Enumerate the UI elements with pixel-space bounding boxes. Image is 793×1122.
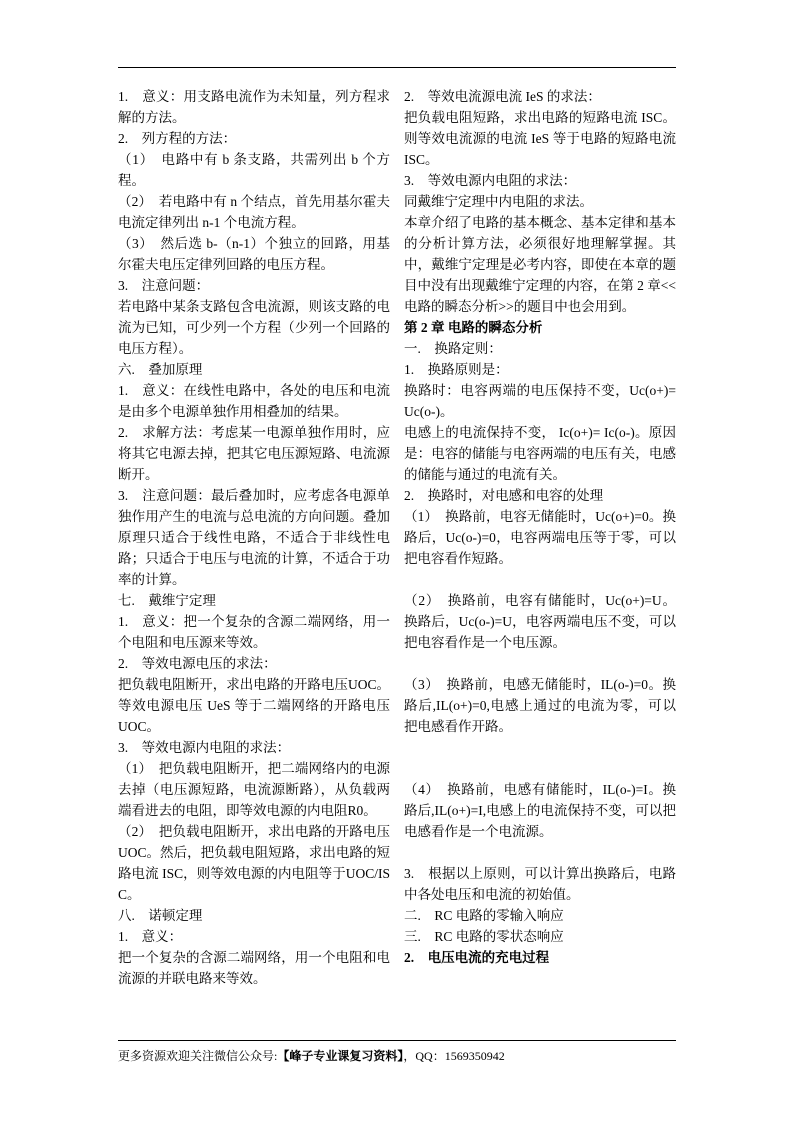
footer-rule (118, 1040, 676, 1041)
paragraph: 换路时：电容两端的电压保持不变，Uc(o+)=Uc(o-)。 (404, 383, 676, 419)
paragraph: 1. 意义： (118, 929, 183, 944)
section-heading-norton: 八. 诺顿定理 (118, 908, 203, 923)
paragraph: 2. 求解方法：考虑某一电源单独作用时，应将其它电源去掉，把其它电压源短路、电流源断开。 (118, 425, 390, 482)
paragraph: （1） 电路中有 b 条支路，共需列出 b 个方程。 (118, 152, 390, 188)
paragraph: （1） 换路前，电容无储能时，Uc(o+)=0。换路后，Uc(o-)=0，电容两端电压等于零，可以把电容看作短路。 (404, 509, 676, 566)
right-column (404, 86, 676, 989)
section-heading-switching-rule: 一. 换路定则： (404, 341, 502, 356)
paragraph: 1. 意义：用支路电流作为未知量，列方程求解的方法。 (118, 89, 390, 125)
paragraph: （2） 换路前，电容有储能时，Uc(o+)=U。换路后，Uc(o-)=U，电容两端电压不变，可以把电容看作是一个电压源。 (404, 593, 676, 650)
paragraph: 3. 等效电源内电阻的求法： (118, 740, 291, 755)
paragraph: 2. 换路时，对电感和电容的处理 (404, 488, 604, 503)
paragraph: 2. 等效电流源电流 IeS 的求法： (404, 89, 601, 104)
paragraph: （1） 把负载电阻断开，把二端网络内的电源去掉（电压源短路，电流源断路），从负载两端看进去的电阻，即等效电源的内电阻R0。 (118, 761, 390, 818)
left-column (118, 86, 390, 989)
section-heading-rc-zero-input: 二. RC 电路的零输入响应 (404, 908, 564, 923)
paragraph: 3. 等效电源内电阻的求法： (404, 173, 577, 188)
paragraph: 1. 换路原则是： (404, 362, 509, 377)
paragraph: 1. 意义：在线性电路中，各处的电压和电流是由多个电源单独作用相叠加的结果。 (118, 383, 390, 419)
footer-qq: ，QQ：1569350942 (403, 1049, 505, 1063)
paragraph: 1. 意义：把一个复杂的含源二端网络，用一个电阻和电压源来等效。 (118, 614, 390, 650)
paragraph: 2. 列方程的方法： (118, 131, 237, 146)
footer (118, 1047, 676, 1065)
paragraph: 电感上的电流保持不变， Ic(o+)= Ic(o-)。原因是：电容的储能与电容两端的电压有关，电感的储能与通过的电流有关。 (404, 425, 676, 482)
paragraph: 2. 电压电流的充电过程 (404, 950, 550, 965)
paragraph: 3. 注意问题：最后叠加时，应考虑各电源单独作用产生的电流与总电流的方向问题。叠加原理只适合于线性电路，不适合于非线性电路；只适合于电压与电流的计算，不适合于功率的计算。 (118, 488, 390, 587)
paragraph: （3） 然后选 b-（n-1）个独立的回路，用基尔霍夫电压定律列回路的电压方程。 (118, 236, 390, 272)
paragraph: 3. 根据以上原则，可以计算出换路后，电路中各处电压和电流的初始值。 (404, 866, 676, 902)
section-heading-superposition: 六. 叠加原理 (118, 362, 203, 377)
paragraph: （3） 换路前，电感无储能时，IL(o-)=0。换路后,IL(o+)=0,电感上通过的电流为零，可以把电感看作开路。 (404, 677, 676, 734)
paragraph: 若电路中某条支路包含电流源，则该支路的电流为已知，可少列一个方程（少列一个回路的电压方程）。 (118, 299, 390, 356)
chapter-2-heading: 第 2 章 电路的瞬态分析 (404, 320, 543, 335)
footer-brand: 【峰子专业课复习资料】 (277, 1049, 404, 1063)
paragraph: 本章介绍了电路的基本概念、基本定律和基本的分析计算方法，必须很好地理解掌握。其中，戴维宁定理是必考内容，即使在本章的题目中没有出现戴维宁定理的内容，在第 2 章<<电路的瞬态分析>>的题目中也会用到。 (404, 215, 676, 314)
footer-text: 更多资源欢迎关注微信公众号: (118, 1049, 278, 1063)
paragraph: 3. 注意问题： (118, 278, 210, 293)
paragraph: 同戴维宁定理中内电阻的求法。 (404, 194, 593, 209)
paragraph: 把负载电阻断开，求出电路的开路电压UOC。等效电源电压 UeS 等于二端网络的开路电压 UOC。 (118, 677, 390, 734)
paragraph: 把一个复杂的含源二端网络，用一个电阻和电流源的并联电路来等效。 (118, 950, 390, 986)
paragraph: 把负载电阻短路，求出电路的短路电流 ISC。则等效电流源的电流 IeS 等于电路的短路电流 ISC。 (404, 110, 676, 167)
section-heading-thevenin: 七. 戴维宁定理 (118, 593, 216, 608)
paragraph: （2） 把负载电阻断开，求出电路的开路电压 UOC。然后，把负载电阻短路，求出电路的短路电流 ISC，则等效电源的内电阻等于UOC/ISC。 (118, 824, 390, 902)
paragraph: （4） 换路前，电感有储能时，IL(o-)=I。换路后,IL(o+)=I,电感上的电流保持不变，可以把电感看作是一个电流源。 (404, 782, 676, 839)
paragraph: （2） 若电路中有 n 个结点，首先用基尔霍夫电流定律列出 n-1 个电流方程。 (118, 194, 390, 230)
content-columns (118, 86, 676, 989)
section-heading-rc-zero-state: 三. RC 电路的零状态响应 (404, 929, 564, 944)
header-rule (118, 67, 676, 68)
paragraph: 2. 等效电源电压的求法： (118, 656, 277, 671)
